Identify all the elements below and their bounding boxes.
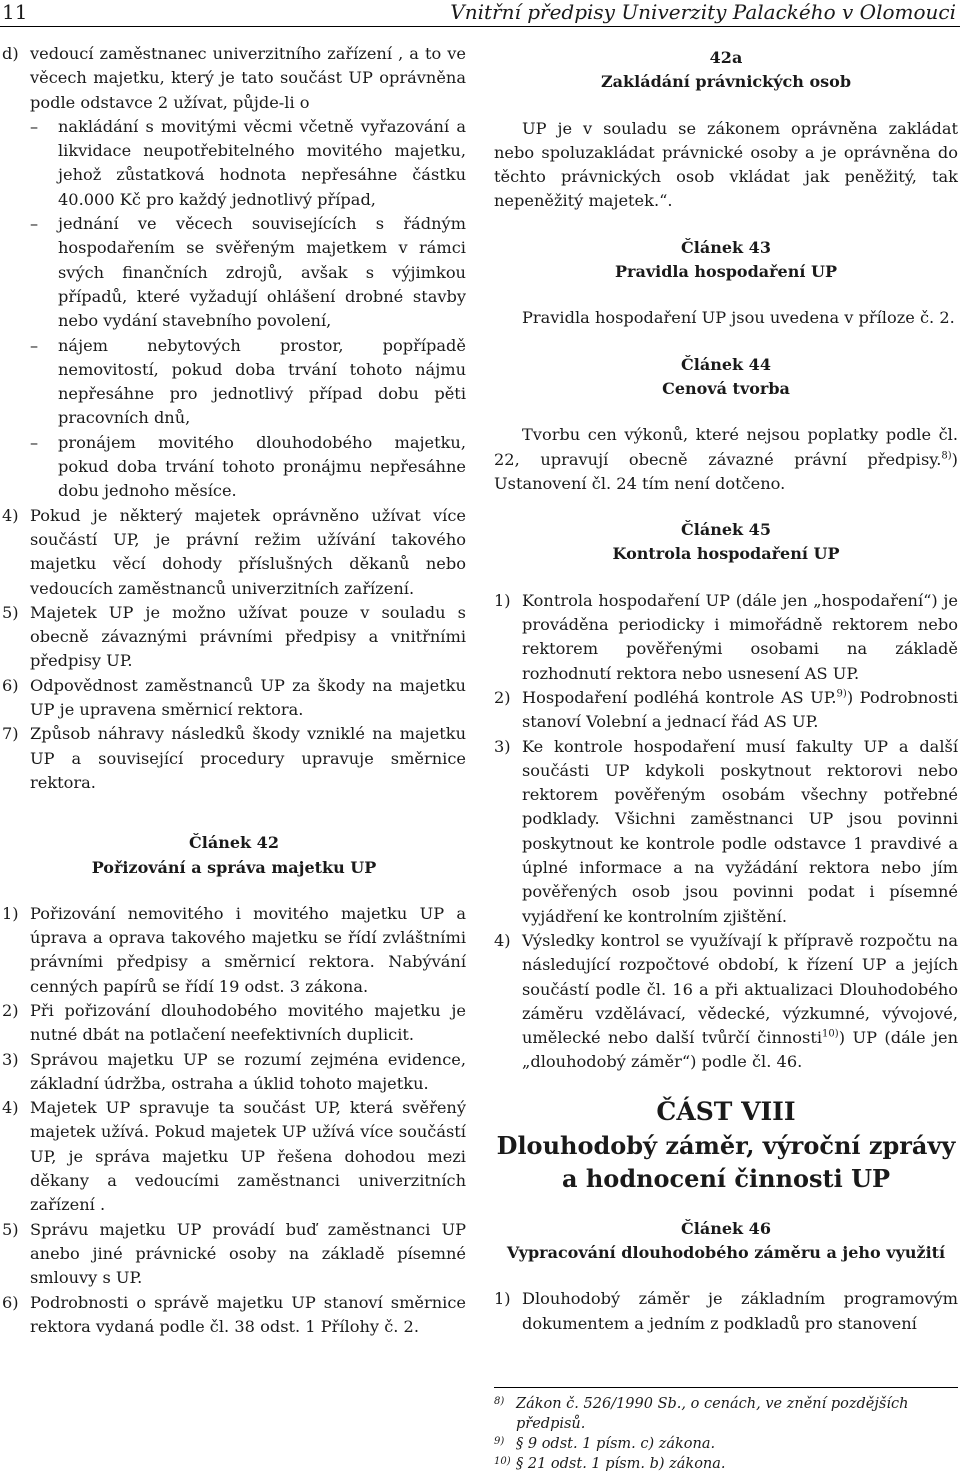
item-text: ) Podrobnosti stanoví Volební a jednací řád AS UP.	[522, 687, 959, 732]
item-text: Hospodaření podléhá kontrole AS UP.	[522, 687, 837, 707]
item-text: Pokud je některý majetek oprávněno užívat více součástí UP, je právní režim užívání takového majetku věcí dohody příslušných děkanů nebo vedoucích zaměstnanců univerzitních zařízení.	[30, 505, 466, 598]
footnote	[494, 1394, 958, 1434]
list-item	[2, 1096, 466, 1217]
list-item	[494, 1287, 958, 1336]
item-number: 6)	[2, 1292, 19, 1312]
footnote-ref: 8)	[941, 450, 952, 462]
footnote-ref: 10)	[822, 1028, 839, 1040]
list-item	[2, 1218, 466, 1291]
dash-item	[2, 115, 466, 212]
item-number: 2)	[494, 687, 511, 707]
article-title: Cenová tvorba	[662, 378, 790, 398]
article-number: 42a	[709, 48, 743, 67]
item-text: Podrobnosti o správě majetku UP stanoví směrnice rektora vydaná podle čl. 38 odst. 1 Přílohy č. 2.	[30, 1292, 466, 1336]
dash-mark: –	[30, 116, 39, 136]
item-text: Majetek UP spravuje ta součást UP, která svěřený majetek užívá. Pokud majetek UP užívá více součástí UP, je správa majetku UP řešena dohodou mezi děkany a vedoucími zaměstnanci univerzitních zařízení .	[30, 1098, 466, 1215]
list-item	[2, 1048, 466, 1097]
article-number: Článek 45	[681, 520, 771, 540]
article-text	[494, 423, 958, 496]
item-number: 4)	[2, 1098, 19, 1118]
dash-item	[2, 431, 466, 504]
article-number: Článek 42	[189, 833, 279, 853]
item-text: vedoucí zaměstnanec univerzitního zařízení , a to ve věcech majetku, který je tato součást UP oprávněna podle odstavce 2 užívat, půjde-li o	[30, 44, 466, 112]
list-item	[2, 674, 466, 723]
item-number: 4)	[2, 505, 19, 525]
item-text: Majetek UP je možno užívat pouze v souladu s obecně závaznými právními předpisy a vnitřními předpisy UP.	[30, 602, 466, 671]
list-item	[2, 902, 466, 999]
list-item	[2, 722, 466, 795]
item-number: 3)	[2, 1049, 19, 1069]
item-text: Dlouhodobý záměr je základním programovým dokumentem a jedním z podkladů pro stanovení	[522, 1289, 958, 1333]
list-item	[2, 1291, 466, 1340]
item-text: Pořizování nemovitého i movitého majetku UP a úprava a oprava takového majetku se řídí zvláštními právními předpisy a směrnicí rektora. Nabývání cenných papírů se řídí 19 odst. 3 zákona.	[30, 903, 466, 996]
dash-text: nájem nebytových prostor, popřípadě nemovitostí, pokud doba trvání tohoto nájmu nepřesáhne pro jednotlivý případ dobu pěti pracovních dnů,	[58, 335, 466, 428]
footnote-text: § 9 odst. 1 písm. c) zákona.	[516, 1436, 716, 1452]
left-column	[2, 42, 466, 1339]
article-title: Pořizování a správa majetku UP	[91, 857, 377, 877]
footnote	[494, 1434, 958, 1454]
item-text: Výsledky kontrol se využívají k přípravě rozpočtu na následující rozpočtové období, k řízení UP a jejích součástí podle čl. 16 a při aktualizaci Dlouhodobého záměru vzdělávací, vědecké, výzkumné, vývojové, umělecké nebo další tvůrčí činnosti	[522, 930, 958, 1048]
page-number: 11	[2, 0, 28, 24]
part-title: Dlouhodobý záměr, výroční zprávy a hodnocení činnosti UP	[496, 1130, 956, 1193]
footnote-number: 10)	[494, 1456, 511, 1467]
footnote	[494, 1454, 958, 1474]
list-item	[2, 999, 466, 1048]
item-text: Správu majetku UP provádí buď zaměstnanci UP anebo jiné právnické osoby na základě písemné smlouvy s UP.	[30, 1219, 466, 1288]
item-text: Kontrola hospodaření UP (dále jen „hospodaření“) je prováděna periodicky i mimořádně rektorem nebo rektorem pověřenými osobami na základě rozhodnutí rektora nebo usnesení AS UP.	[522, 590, 958, 683]
article-text-part: Tvorbu cen výkonů, které nejsou poplatky podle čl. 22, upravují obecně závazné právní předpisy.	[494, 425, 958, 469]
article-title: Kontrola hospodaření UP	[612, 544, 840, 564]
item-number: 2)	[2, 1000, 19, 1020]
footnote-number: 8)	[494, 1396, 505, 1407]
list-item	[494, 589, 958, 686]
item-number: 5)	[2, 602, 19, 622]
item-number: 1)	[2, 903, 19, 923]
article-text: Pravidla hospodaření UP jsou uvedena v příloze č. 2.	[522, 308, 955, 328]
dash-item	[2, 334, 466, 431]
footnote-ref: 9)	[836, 688, 847, 700]
footnote-text: Zákon č. 526/1990 Sb., o cenách, ve znění pozdějších předpisů.	[516, 1396, 909, 1432]
dash-mark: –	[30, 432, 39, 452]
item-text: Ke kontrole hospodaření musí fakulty UP a další součásti UP kdykoli poskytnout rektorovi nebo rektorem pověřeným osobám všechny potřebné podklady. Všichni zaměstnanci UP jsou povinni poskytnout ke kontrole podle odstavce 1 pravdivé a úplné informace a na vyžádání rektora nebo jím pověřených osob jsou povinni podat i písemné vyjádření ke kontrolním zjištění.	[522, 736, 958, 926]
item-text: Způsob náhravy následků škody vzniklé na majetku UP a související procedury upravuje směrnice rektora.	[30, 724, 466, 792]
item-number: 4)	[494, 930, 511, 950]
item-text: Správou majetku UP se rozumí zejména evidence, základní údržba, ostraha a úklid tohoto majetku.	[30, 1049, 466, 1093]
article-number: Článek 46	[681, 1218, 771, 1238]
dash-text: jednání ve věcech souvisejících s řádným hospodařením se svěřeným majetkem v rámci svých finančních zdrojů, avšak s výjimkou případů, které vyžadují ohlášení drobné stavby nebo vydání stavebního povolení,	[58, 214, 466, 331]
list-item	[2, 504, 466, 601]
page-header	[0, 0, 960, 27]
item-number: 1)	[494, 1289, 511, 1309]
article-text-part: ) Ustanovení čl. 24 tím není dotčeno.	[494, 449, 958, 493]
list-item-d	[2, 42, 466, 115]
footnote-text: § 21 odst. 1 písm. b) zákona.	[516, 1456, 726, 1472]
dash-item	[2, 212, 466, 333]
dash-mark: –	[30, 214, 39, 234]
running-title: Vnitřní předpisy Univerzity Palackého v Olomouci	[450, 0, 956, 24]
part-heading: ČÁST VIII	[656, 1096, 796, 1126]
dash-text: pronájem movitého dlouhodobého majetku, pokud doba trvání tohoto pronájmu nepřesáhne dobu jednoho měsíce.	[58, 432, 466, 501]
item-number: d)	[2, 44, 19, 63]
item-text: Při pořizování dlouhodobého movitého majetku je nutné dbát na potlačení neefektivních duplicit.	[30, 1000, 466, 1045]
article-number: Článek 43	[681, 237, 771, 257]
item-number: 6)	[2, 675, 19, 695]
list-item	[494, 929, 958, 1075]
dash-mark: –	[30, 335, 39, 355]
footnote-number: 9)	[494, 1436, 505, 1447]
list-item	[494, 735, 958, 929]
item-number: 3)	[494, 736, 511, 756]
list-item	[494, 686, 958, 735]
right-column	[494, 42, 958, 1336]
article-number: Článek 44	[681, 354, 771, 374]
item-number: 5)	[2, 1219, 19, 1239]
item-number: 1)	[494, 590, 511, 610]
item-text: ) UP (dále jen „dlouhodobý záměr“) podle čl. 46.	[522, 1028, 958, 1072]
article-title: Zakládání právnických osob	[600, 72, 851, 92]
article-text: UP je v souladu se zákonem oprávněna zakládat nebo spoluzakládat právnické osoby a je oprávněna do těchto právnických osob vkládat jak peněžitý, tak nepeněžitý majetek.“.	[494, 118, 958, 211]
list-item	[2, 601, 466, 674]
item-text: Odpovědnost zaměstnanců UP za škody na majetku UP je upravena směrnicí rektora.	[30, 675, 466, 720]
footnotes	[494, 1387, 958, 1474]
article-title: Vypracování dlouhodobého záměru a jeho využití	[506, 1242, 946, 1262]
dash-text: nakládání s movitými věcmi včetně vyřazování a likvidace neupotřebitelného movitého majetku, jehož zůstatková hodnota nepřesáhne částku 40.000 Kč pro každý jednotlivý případ,	[58, 116, 466, 209]
article-title: Pravidla hospodaření UP	[614, 262, 837, 282]
item-number: 7)	[2, 724, 19, 744]
